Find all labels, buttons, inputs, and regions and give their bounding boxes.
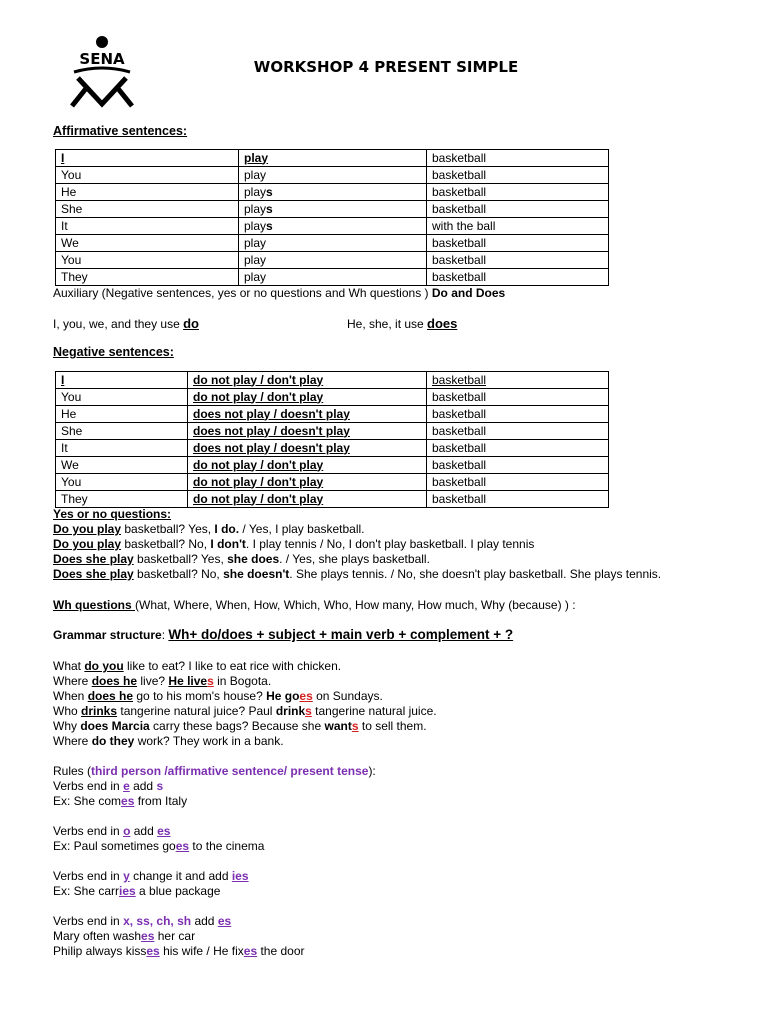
aux-use-right-text: He, she, it use [347, 317, 428, 331]
rules-intro-b: third person /affirmative sentence/ present tense [91, 764, 369, 778]
auxiliary-bold: Do and Does [431, 286, 506, 300]
text-segment: Verbs end in [53, 779, 124, 793]
verb-text: play [244, 252, 267, 267]
subject-cell: You [56, 474, 188, 491]
complement-cell: basketball [427, 406, 609, 423]
affirmative-table [55, 149, 609, 286]
text-segment: Why [53, 719, 81, 733]
table-row [56, 457, 609, 474]
text-segment: does he [91, 674, 138, 688]
complement-cell: basketball [427, 235, 609, 252]
grammar-colon: : [161, 628, 169, 642]
wh-line [53, 598, 576, 613]
verb-cell [239, 150, 427, 167]
text-segment: do they [91, 734, 135, 748]
text-segment: to sell them. [358, 719, 427, 733]
auxiliary-line [53, 286, 505, 301]
verb-cell: does not play / doesn't play [188, 406, 427, 423]
grammar-label: Grammar structure [53, 628, 162, 642]
verb-suffix: s [266, 218, 273, 233]
text-segment: He go [266, 689, 300, 703]
table-row [56, 218, 609, 235]
table-row [56, 184, 609, 201]
text-segment: Do you play [53, 522, 122, 536]
text-segment: es [243, 944, 258, 958]
text-segment: in Bogota. [213, 674, 272, 688]
verb-cell: do not play / don't play [188, 474, 427, 491]
text-segment: Do you play [53, 537, 122, 551]
subject-cell: It [56, 440, 188, 457]
subject-cell: It [56, 218, 239, 235]
subject-cell: He [56, 406, 188, 423]
text-segment: drinks [81, 704, 118, 718]
table-row [56, 201, 609, 218]
logo-text: SENA [79, 50, 125, 68]
subject-cell: He [56, 184, 239, 201]
table-row [56, 167, 609, 184]
text-segment: basketball? No, [121, 537, 211, 551]
example-line [53, 689, 437, 704]
text-segment: Ex: She com [53, 794, 122, 808]
rule-line [53, 914, 305, 929]
complement-cell: basketball [427, 184, 609, 201]
text-segment: add [130, 824, 158, 838]
yesno-lines [53, 522, 661, 582]
text-segment: add [191, 914, 218, 928]
text-segment: ies [231, 869, 249, 883]
aux-use-left-text: I, you, we, and they use [53, 317, 184, 331]
rule-line [53, 944, 305, 959]
complement-cell: basketball [427, 252, 609, 269]
verb-cell [239, 201, 427, 218]
text-segment: to the cinema [189, 839, 265, 853]
rule-block [53, 914, 305, 959]
verb-cell: do not play / don't play [188, 372, 427, 389]
rule-line [53, 794, 305, 809]
rule-block [53, 779, 305, 809]
text-segment: I don't [210, 537, 246, 551]
rule-line [53, 839, 305, 854]
rules-intro [53, 764, 376, 779]
rules-intro-a: Rules ( [53, 764, 92, 778]
subject-cell: She [56, 423, 188, 440]
text-segment: live? [137, 674, 169, 688]
text-segment: es [146, 944, 160, 958]
text-segment: Where [53, 674, 92, 688]
text-segment: tangerine natural juice. [311, 704, 437, 718]
text-segment: s [207, 674, 214, 688]
grammar-line [53, 627, 513, 643]
text-segment: his wife / He fix [159, 944, 244, 958]
subject-cell: You [56, 167, 239, 184]
complement-cell: basketball [427, 491, 609, 508]
text-segment: es [217, 914, 232, 928]
complement-cell: basketball [427, 423, 609, 440]
text-segment: her car [154, 929, 196, 943]
text-segment: s [156, 779, 164, 793]
auxiliary-text: Auxiliary (Negative sentences, yes or no questions and Wh questions ) [53, 286, 432, 300]
text-segment: she doesn't [223, 567, 290, 581]
rule-line [53, 779, 305, 794]
text-segment: does Marcia [80, 719, 150, 733]
rules-list [53, 779, 305, 974]
rule-line [53, 884, 305, 899]
text-segment: o [123, 824, 131, 838]
yesno-line [53, 537, 661, 552]
aux-does: does [427, 316, 458, 331]
negative-table [55, 371, 609, 508]
text-segment: e [123, 779, 130, 793]
text-segment: Mary often wash [53, 929, 142, 943]
aux-do: do [183, 316, 199, 331]
subject-cell: I [56, 372, 188, 389]
text-segment: she does [227, 552, 280, 566]
auxiliary-use-right [347, 316, 457, 332]
rule-line [53, 824, 305, 839]
text-segment: want [324, 719, 352, 733]
example-line [53, 734, 437, 749]
text-segment: . I play tennis / No, I don't play basketball. I play tennis [245, 537, 535, 551]
text-segment: change it and add [129, 869, 232, 883]
yesno-line [53, 552, 661, 567]
table-row [56, 235, 609, 252]
text-segment: es [141, 929, 155, 943]
text-segment: basketball? Yes, [133, 552, 228, 566]
text-segment: Does she play [53, 552, 134, 566]
text-segment: He live [168, 674, 208, 688]
text-segment: a blue package [135, 884, 221, 898]
table-row [56, 423, 609, 440]
text-segment: Where [53, 734, 92, 748]
example-line [53, 674, 437, 689]
text-segment: from Italy [134, 794, 188, 808]
text-segment: / Yes, I play basketball. [239, 522, 365, 536]
table-row [56, 372, 609, 389]
text-segment: es [157, 824, 171, 838]
text-segment: . She plays tennis. / No, she doesn't play basketball. She plays tennis. [289, 567, 662, 581]
verb-text: play [244, 269, 267, 284]
verb-text: play [244, 235, 267, 250]
text-segment: ies [119, 884, 136, 898]
text-segment: y [123, 869, 130, 883]
verb-text: play [244, 150, 269, 165]
complement-cell: basketball [427, 474, 609, 491]
text-segment: I do. [214, 522, 240, 536]
verb-text: play [244, 184, 267, 199]
affirmative-heading: Affirmative sentences: [53, 124, 188, 138]
subject-cell: I [56, 150, 239, 167]
text-segment: Ex: She carr [53, 884, 120, 898]
subject-cell: They [56, 269, 239, 286]
verb-cell [239, 235, 427, 252]
complement-cell: basketball [427, 389, 609, 406]
text-segment: Verbs end in [53, 824, 124, 838]
table-row [56, 406, 609, 423]
rule-block [53, 869, 305, 899]
verb-cell: do not play / don't play [188, 491, 427, 508]
text-segment: x, ss, ch, sh [123, 914, 192, 928]
verb-cell [239, 184, 427, 201]
verb-cell: does not play / doesn't play [188, 440, 427, 457]
text-segment: When [53, 689, 88, 703]
complement-cell: basketball [427, 269, 609, 286]
complement-cell: basketball [427, 201, 609, 218]
auxiliary-use-left [53, 316, 199, 332]
text-segment: es [299, 689, 313, 703]
verb-suffix: s [266, 201, 273, 216]
text-segment: es [175, 839, 190, 853]
text-segment: carry these bags? Because she [149, 719, 325, 733]
subject-cell: They [56, 491, 188, 508]
text-segment: Philip always kiss [53, 944, 147, 958]
text-segment: add [129, 779, 157, 793]
rules-intro-c: ): [368, 764, 376, 778]
text-segment: Ex: Paul sometimes go [53, 839, 176, 853]
yesno-line [53, 567, 661, 582]
verb-cell: does not play / doesn't play [188, 423, 427, 440]
subject-cell: You [56, 389, 188, 406]
example-line [53, 659, 437, 674]
verb-cell [239, 167, 427, 184]
text-segment: Who [53, 704, 82, 718]
complement-cell: basketball [427, 150, 609, 167]
verb-cell: do not play / don't play [188, 457, 427, 474]
yesno-line [53, 522, 661, 537]
complement-cell: basketball [427, 167, 609, 184]
subject-cell: We [56, 457, 188, 474]
text-segment: . / Yes, she plays basketball. [279, 552, 430, 566]
text-segment: Verbs end in [53, 869, 124, 883]
wh-list: (What, Where, When, How, Which, Who, How many, How much, Why (because) ) : [135, 598, 576, 612]
verb-cell [239, 252, 427, 269]
complement-cell: basketball [427, 440, 609, 457]
verb-text: play [244, 218, 267, 233]
verb-cell [239, 218, 427, 235]
rule-line [53, 929, 305, 944]
wh-examples [53, 659, 437, 749]
text-segment: on Sundays. [312, 689, 383, 703]
table-row [56, 252, 609, 269]
text-segment: Does she play [53, 567, 134, 581]
negative-heading: Negative sentences: [53, 345, 174, 359]
text-segment: go to his mom's house? [133, 689, 267, 703]
verb-text: play [244, 167, 267, 182]
verb-suffix: s [266, 184, 273, 199]
text-segment: What [53, 659, 85, 673]
table-row [56, 491, 609, 508]
complement-cell: basketball [427, 457, 609, 474]
subject-cell: You [56, 252, 239, 269]
yesno-heading: Yes or no questions: [53, 507, 172, 521]
table-row [56, 389, 609, 406]
text-segment: like to eat? I like to eat rice with chicken. [123, 659, 342, 673]
table-row [56, 474, 609, 491]
example-line [53, 719, 437, 734]
verb-cell [239, 269, 427, 286]
text-segment: basketball? Yes, [121, 522, 215, 536]
verb-cell: do not play / don't play [188, 389, 427, 406]
verb-text: play [244, 201, 267, 216]
complement-cell: basketball [427, 372, 609, 389]
text-segment: Verbs end in [53, 914, 124, 928]
text-segment: do you [84, 659, 124, 673]
grammar-structure: Wh+ do/does + subject + main verb + complement + ? [168, 627, 514, 642]
text-segment: drink [275, 704, 306, 718]
text-segment: the door [257, 944, 305, 958]
text-segment: work? They work in a bank. [134, 734, 284, 748]
table-row [56, 269, 609, 286]
rule-block [53, 824, 305, 854]
page-title: WORKSHOP 4 PRESENT SIMPLE [253, 58, 519, 76]
text-segment: tangerine natural juice? Paul [117, 704, 276, 718]
example-line [53, 704, 437, 719]
text-segment: s [351, 719, 359, 733]
text-segment: s [305, 704, 312, 718]
text-segment: basketball? No, [133, 567, 224, 581]
wh-heading: Wh questions [53, 598, 135, 612]
table-row [56, 440, 609, 457]
text-segment: does he [87, 689, 134, 703]
subject-cell: We [56, 235, 239, 252]
rule-line [53, 869, 305, 884]
subject-cell: She [56, 201, 239, 218]
complement-cell: with the ball [427, 218, 609, 235]
text-segment: es [121, 794, 135, 808]
table-row [56, 150, 609, 167]
